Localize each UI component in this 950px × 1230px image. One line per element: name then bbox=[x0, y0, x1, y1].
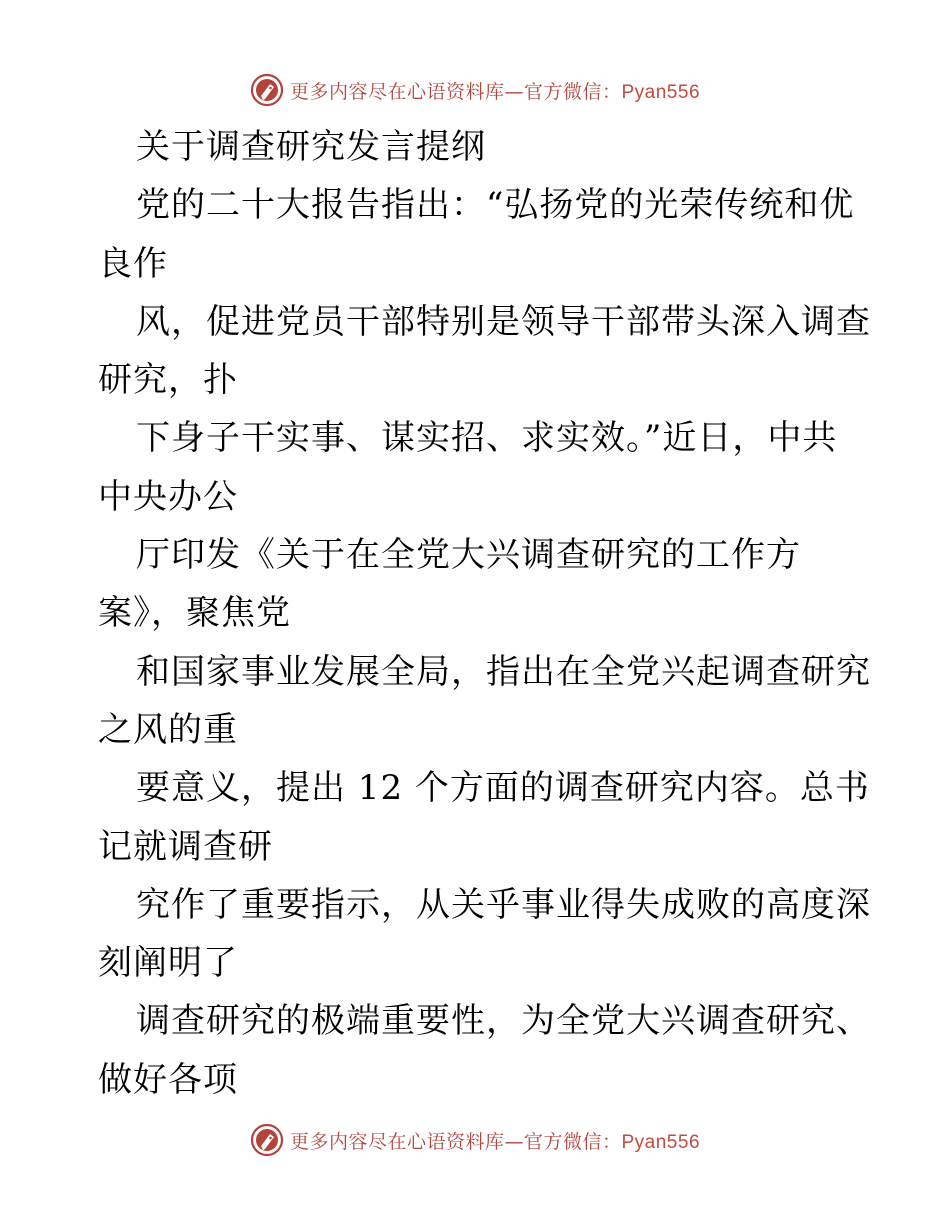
text-line: 下身子干实事、谋实招、求实效。”近日，中共 bbox=[136, 418, 838, 459]
header-banner-text bbox=[290, 77, 700, 104]
text-line: 风，促进党员干部特别是领导干部带头深入调查 bbox=[136, 301, 871, 342]
text-line: 究作了重要指示，从关乎事业得失成败的高度深 bbox=[136, 884, 871, 925]
pen-nib-icon bbox=[250, 73, 284, 107]
text-line: 中央办公 bbox=[98, 476, 238, 517]
text-line: 良作 bbox=[98, 243, 168, 284]
footer-banner-text bbox=[290, 1127, 700, 1154]
text-line: 做好各项 bbox=[98, 1059, 238, 1100]
footer-banner-slogan: 更多内容尽在心语资料库 bbox=[289, 1130, 505, 1153]
text-line: 研究，扑 bbox=[98, 360, 238, 401]
header-banner-slogan: 更多内容尽在心语资料库 bbox=[289, 80, 505, 103]
pen-nib-icon bbox=[250, 1123, 284, 1157]
footer-banner-contact: 官方微信： bbox=[523, 1130, 622, 1153]
text-line: 和国家事业发展全局，指出在全党兴起调查研究 bbox=[136, 651, 871, 692]
footer-banner bbox=[0, 1120, 950, 1160]
document-body bbox=[98, 118, 871, 1109]
text-line: 案》，聚焦党 bbox=[98, 593, 291, 634]
text-line: 厅印发《关于在全党大兴调查研究的工作方 bbox=[136, 535, 801, 576]
header-banner-separator: — bbox=[504, 80, 524, 103]
text-line: 之风的重 bbox=[98, 709, 238, 750]
text-line: 调查研究的极端重要性，为全党大兴调查研究、 bbox=[136, 1001, 871, 1042]
header-banner-contact: 官方微信： bbox=[523, 80, 622, 103]
header-banner bbox=[0, 70, 950, 110]
text-line: 要意义，提出 12 个方面的调查研究内容。总书 bbox=[136, 768, 870, 809]
header-banner-id: Pyan556 bbox=[621, 81, 701, 103]
text-line: 刻阐明了 bbox=[98, 943, 238, 984]
footer-banner-id: Pyan556 bbox=[621, 1131, 701, 1153]
footer-banner-separator: — bbox=[504, 1130, 524, 1153]
text-line: 党的二十大报告指出：“弘扬党的光荣传统和优 bbox=[136, 185, 855, 226]
text-line: 关于调查研究发言提纲 bbox=[136, 127, 486, 167]
text-line: 记就调查研 bbox=[98, 826, 273, 867]
